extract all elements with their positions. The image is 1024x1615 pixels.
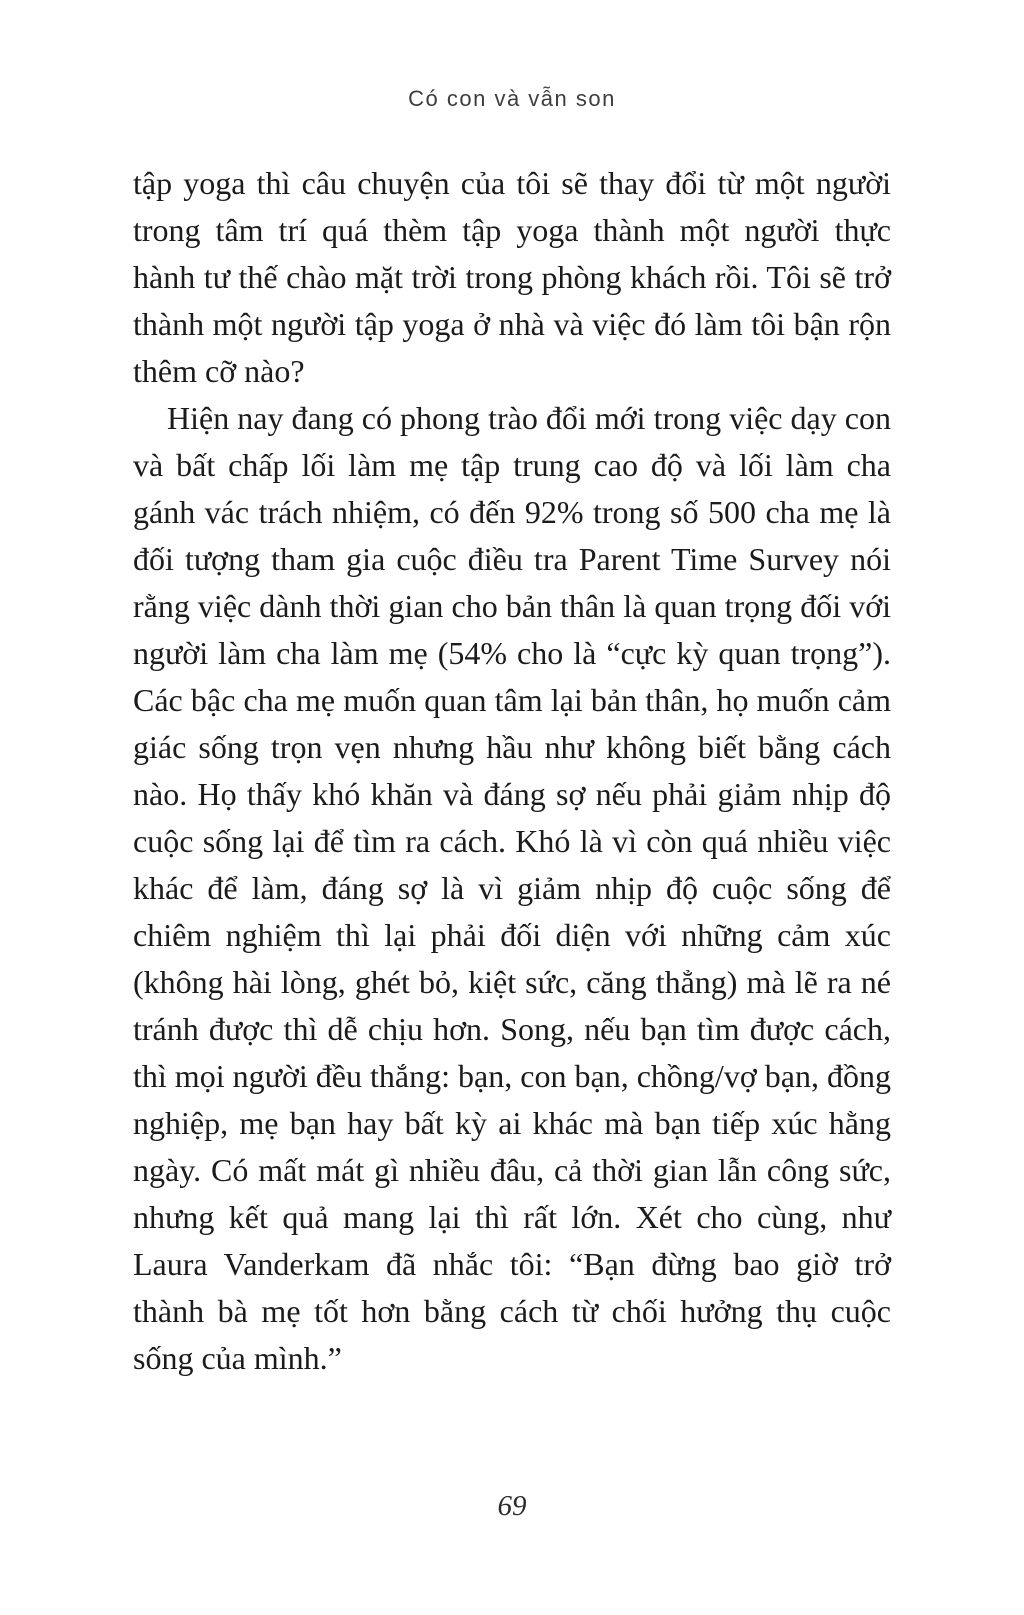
paragraph-continuation: tập yoga thì câu chuyện của tôi sẽ thay đổi từ một người trong tâm trí quá thèm tập yoga thành một người thực hành tư thế chào mặt trời trong phòng khách rồi. Tôi sẽ trở thành một người tập yoga ở nhà và việc đó làm tôi bận rộn thêm cỡ nào?	[133, 165, 891, 389]
page-number: 69	[497, 1490, 527, 1522]
paragraph-main: Hiện nay đang có phong trào đổi mới trong việc dạy con và bất chấp lối làm mẹ tập trung cao độ và lối làm cha gánh vác trách nhiệm, có đến 92% trong số 500 cha mẹ là đối tượng tham gia cuộc điều tra Parent Time Survey nói rằng việc dành thời gian cho bản thân là quan trọng đối với người làm cha làm mẹ (54% cho là “cực kỳ quan trọng”). Các bậc cha mẹ muốn quan tâm lại bản thân, họ muốn cảm giác sống trọn vẹn nhưng hầu như không biết bằng cách nào. Họ thấy khó khăn và đáng sợ nếu phải giảm nhịp độ cuộc sống lại để tìm ra cách. Khó là vì còn quá nhiều việc khác để làm, đáng sợ là vì giảm nhịp độ cuộc sống để chiêm nghiệm thì lại phải đối diện với những cảm xúc (không hài lòng, ghét bỏ, kiệt sức, căng thẳng) mà lẽ ra né tránh được thì dễ chịu hơn. Song, nếu bạn tìm được cách, thì mọi người đều thắng: bạn, con bạn, chồng/vợ bạn, đồng nghiệp, mẹ bạn hay bất kỳ ai khác mà bạn tiếp xúc hằng ngày. Có mất mát gì nhiều đâu, cả thời gian lẫn công sức, nhưng kết quả mang lại thì rất lớn. Xét cho cùng, như Laura Vanderkam đã nhắc tôi: “Bạn đừng bao giờ trở thành bà mẹ tốt hơn bằng cách từ chối hưởng thụ cuộc sống của mình.”	[133, 400, 891, 1376]
body-text	[133, 160, 891, 1382]
running-head: Có con và vẫn son	[408, 86, 616, 111]
